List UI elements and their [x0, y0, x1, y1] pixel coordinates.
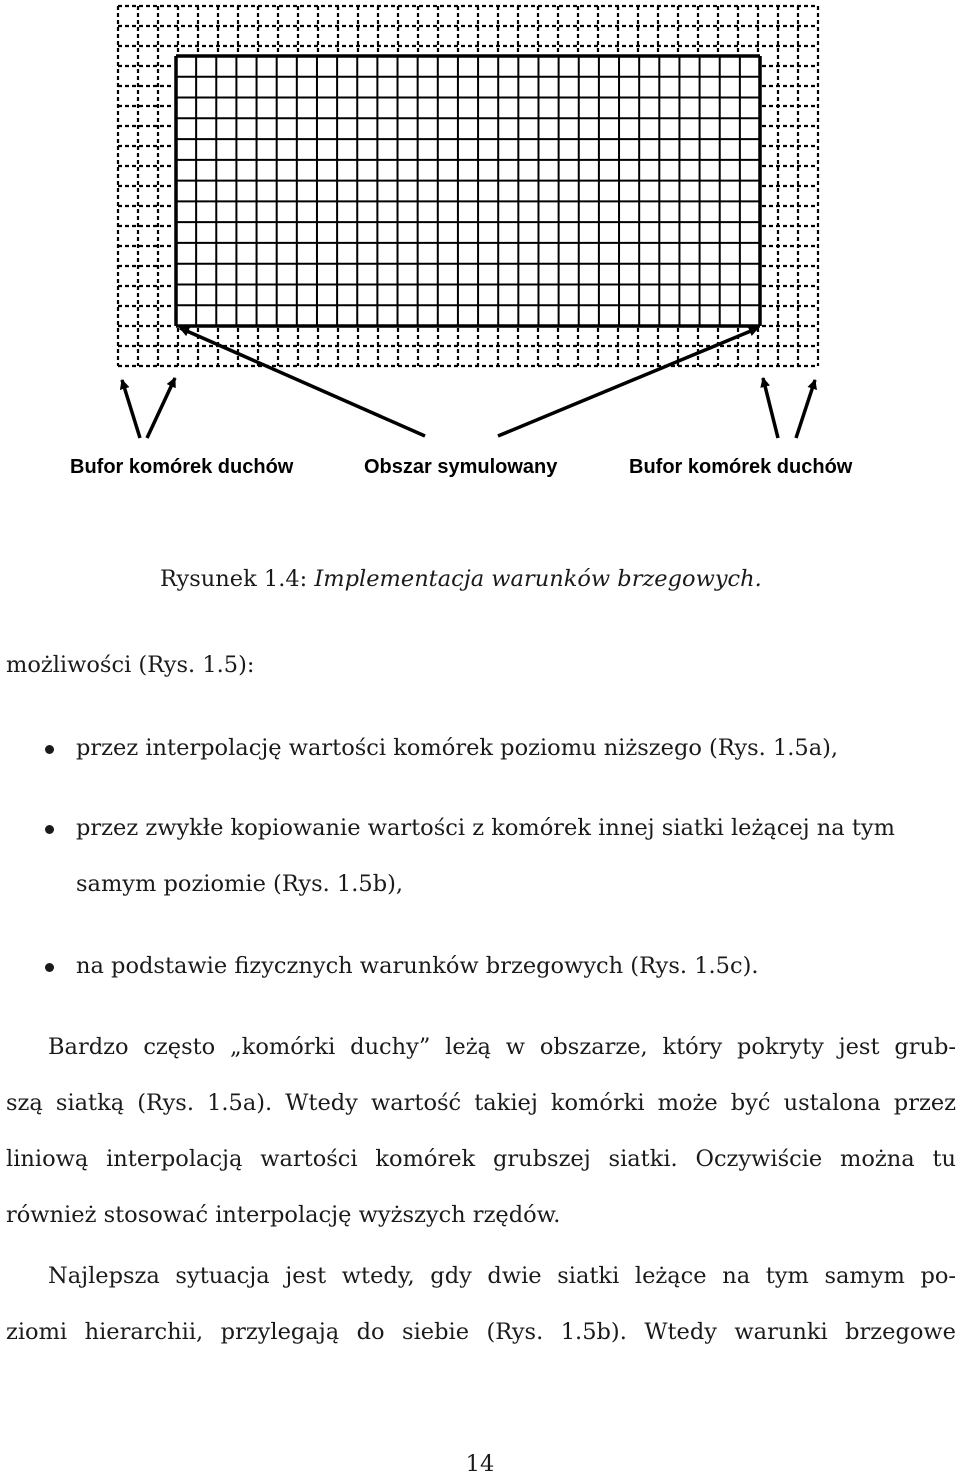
- label-ghost-buffer-left: Bufor komórek duchów: [70, 456, 294, 478]
- paragraph-2-line-1: Najlepsza sytuacja jest wtedy, gdy dwie siatki leżące na tym samym po-: [48, 1263, 956, 1289]
- arrow-right-outer: [796, 380, 815, 438]
- paragraph-1-line-4: również stosować interpolację wyższych rzędów.: [6, 1202, 561, 1228]
- arrow-left-inner: [147, 378, 175, 438]
- page-number: 14: [465, 1451, 495, 1477]
- paragraph-1-line-3: liniową interpolacją wartości komórek grubszej siatki. Oczywiście można tu: [6, 1146, 956, 1172]
- arrow-left-outer: [122, 380, 140, 438]
- caption-label: Rysunek 1.4:: [160, 566, 308, 592]
- bullet-2-line-1: przez zwykłe kopiowanie wartości z komórek innej siatki leżącej na tym: [76, 815, 895, 841]
- bullet-dot-2: [45, 825, 54, 834]
- bullet-dot-1: [45, 745, 54, 754]
- label-ghost-buffer-right: Bufor komórek duchów: [629, 456, 853, 478]
- paragraph-1-line-2: szą siatką (Rys. 1.5a). Wtedy wartość takiej komórki może być ustalona przez: [6, 1090, 956, 1116]
- bullet-2-line-2: samym poziomie (Rys. 1.5b),: [76, 871, 404, 897]
- paragraph-2-line-2: ziomi hierarchii, przylegają do siebie (Rys. 1.5b). Wtedy warunki brzegowe: [6, 1319, 956, 1345]
- label-simulated-area: Obszar symulowany: [364, 456, 558, 478]
- intro-line: możliwości (Rys. 1.5):: [6, 652, 255, 678]
- caption-text: Implementacja warunków brzegowych.: [314, 566, 762, 592]
- bullet-dot-3: [45, 963, 54, 972]
- arrow-center-left: [180, 328, 425, 436]
- simulated-area-grid: [174, 54, 762, 328]
- paragraph-1-line-1: Bardzo często „komórki duchy” leżą w obszarze, który pokryty jest grub-: [48, 1034, 956, 1060]
- bullet-1-line-1: przez interpolację wartości komórek poziomu niższego (Rys. 1.5a),: [76, 735, 839, 761]
- boundary-conditions-figure: [0, 0, 960, 520]
- figure-caption: [160, 568, 762, 591]
- arrow-right-inner: [763, 378, 778, 438]
- bullet-3-line-1: na podstawie fizycznych warunków brzegowych (Rys. 1.5c).: [76, 953, 759, 979]
